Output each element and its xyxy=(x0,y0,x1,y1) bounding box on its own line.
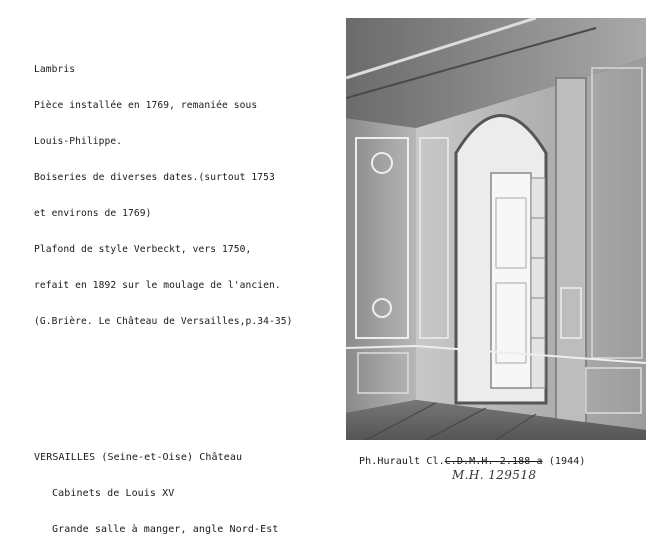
photo-caption xyxy=(34,428,278,548)
description-notes xyxy=(34,40,293,340)
caption-location: VERSAILLES (Seine-et-Oise) Château xyxy=(34,452,243,463)
photo-credit xyxy=(359,456,585,468)
notes-line: et environs de 1769) xyxy=(34,208,152,219)
credit-year: (1944) xyxy=(542,456,586,467)
notes-line: Pièce installée en 1769, remaniée sous xyxy=(34,100,258,111)
notes-line: Boiseries de diverses dates.(surtout 1753 xyxy=(34,172,275,183)
notes-line: Plafond de style Verbeckt, vers 1750, xyxy=(34,244,252,255)
notes-line: Louis-Philippe. xyxy=(34,136,123,147)
credit-prefix: Ph.Hurault Cl. xyxy=(359,456,445,467)
handwritten-reference: M.H. 129518 xyxy=(452,468,537,482)
notes-line: Lambris xyxy=(34,64,76,75)
caption-detail: Grande salle à manger, angle Nord-Est xyxy=(52,524,279,535)
notes-line: refait en 1892 sur le moulage de l'ancien. xyxy=(34,280,281,291)
credit-struck-reference: C.D.M.H. 2.188 a xyxy=(444,456,543,467)
notes-line: (G.Brière. Le Château de Versailles,p.34-35) xyxy=(34,316,293,327)
interior-photograph xyxy=(346,18,646,440)
caption-room: Cabinets de Louis XV xyxy=(52,488,175,499)
